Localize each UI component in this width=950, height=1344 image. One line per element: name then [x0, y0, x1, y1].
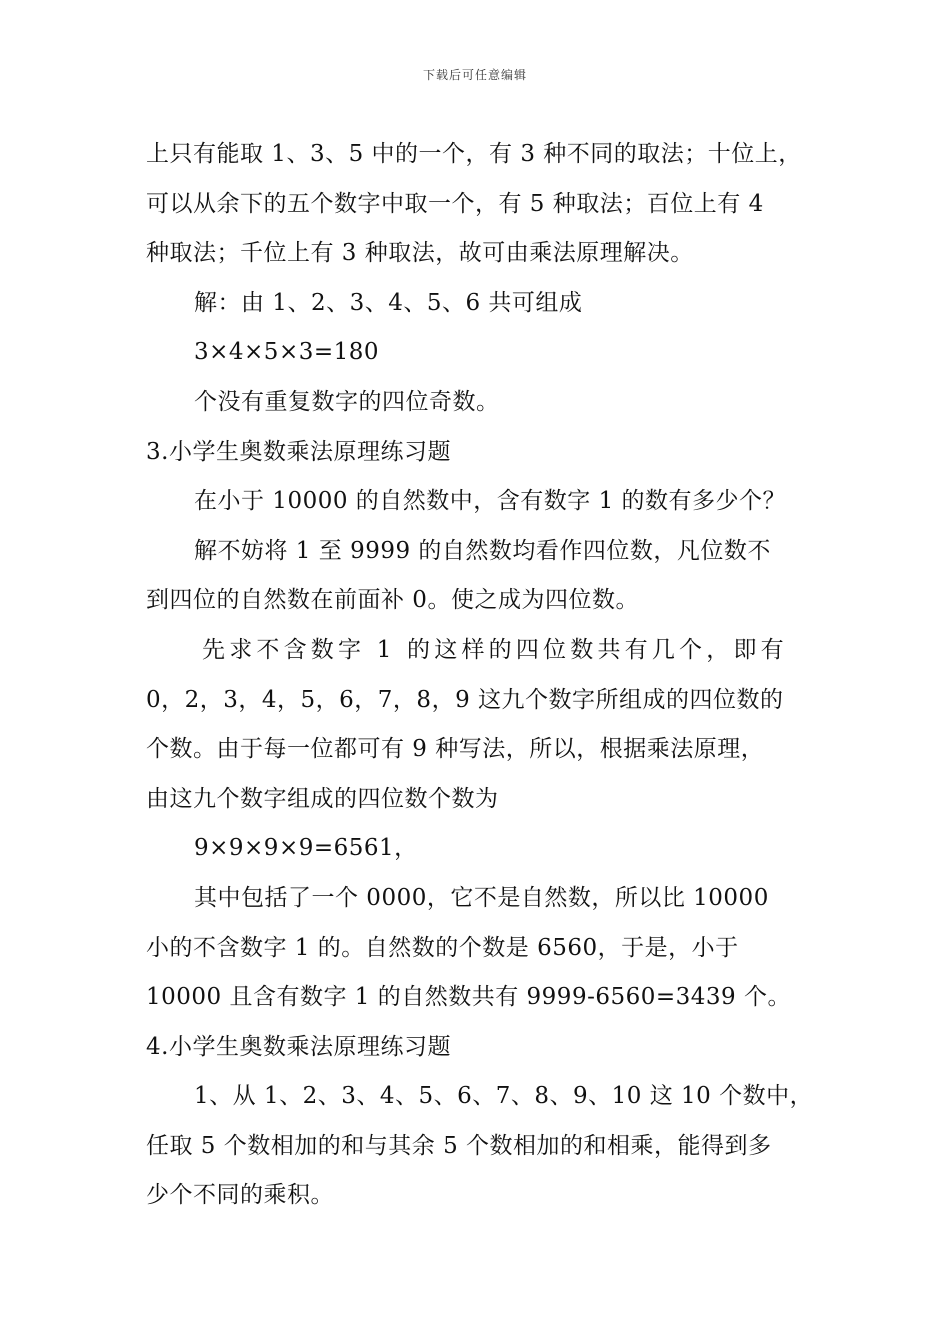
- document-body: [146, 130, 814, 1221]
- text-line: 小的不含数字 1 的。自然数的个数是 6560，于是，小于: [146, 934, 739, 961]
- text-line: 到四位的自然数在前面补 0。使之成为四位数。: [146, 587, 639, 614]
- equation-line: 3×4×5×3=180: [194, 339, 380, 366]
- text-line: 10000 且含有数字 1 的自然数共有 9999-6560=3439 个。: [146, 984, 791, 1011]
- section-heading: 3.小学生奥数乘法原理练习题: [146, 438, 451, 465]
- solution-line: 解不妨将 1 至 9999 的自然数均看作四位数，凡位数不: [194, 537, 771, 564]
- text-line: 由这九个数字组成的四位数个数为: [146, 785, 499, 812]
- page-header: 下载后可任意编辑: [422, 68, 527, 82]
- text-line: 可以从余下的五个数字中取一个，有 5 种取法；百位上有 4: [146, 190, 764, 217]
- question-line: 1、从 1、2、3、4、5、6、7、8、9、10 这 10 个数中，: [194, 1083, 814, 1110]
- equation-line: 9×9×9×9=6561，: [194, 835, 418, 862]
- question-line: 在小于 10000 的自然数中，含有数字 1 的数有多少个？: [194, 488, 787, 515]
- text-line: 上只有能取 1、3、5 中的一个，有 3 种不同的取法；十位上，: [146, 141, 802, 167]
- text-line: 个数。由于每一位都可有 9 种写法，所以，根据乘法原理，: [146, 736, 765, 763]
- text-line: 先求不含数字 1 的这样的四位数共有几个，即有: [202, 636, 788, 663]
- text-line: 少个不同的乘积。: [146, 1182, 334, 1209]
- section-heading: 4.小学生奥数乘法原理练习题: [146, 1033, 451, 1060]
- text-line: 0，2，3，4，5，6，7，8，9 这九个数字所组成的四位数的: [146, 686, 784, 713]
- solution-line: 解：由 1、2、3、4、5、6 共可组成: [194, 289, 583, 316]
- text-line: 任取 5 个数相加的和与其余 5 个数相加的和相乘，能得到多: [146, 1132, 772, 1159]
- text-line: 其中包括了一个 0000，它不是自然数，所以比 10000: [194, 884, 769, 911]
- text-line: 种取法；千位上有 3 种取法，故可由乘法原理解决。: [146, 240, 694, 267]
- text-line: 个没有重复数字的四位奇数。: [194, 388, 500, 415]
